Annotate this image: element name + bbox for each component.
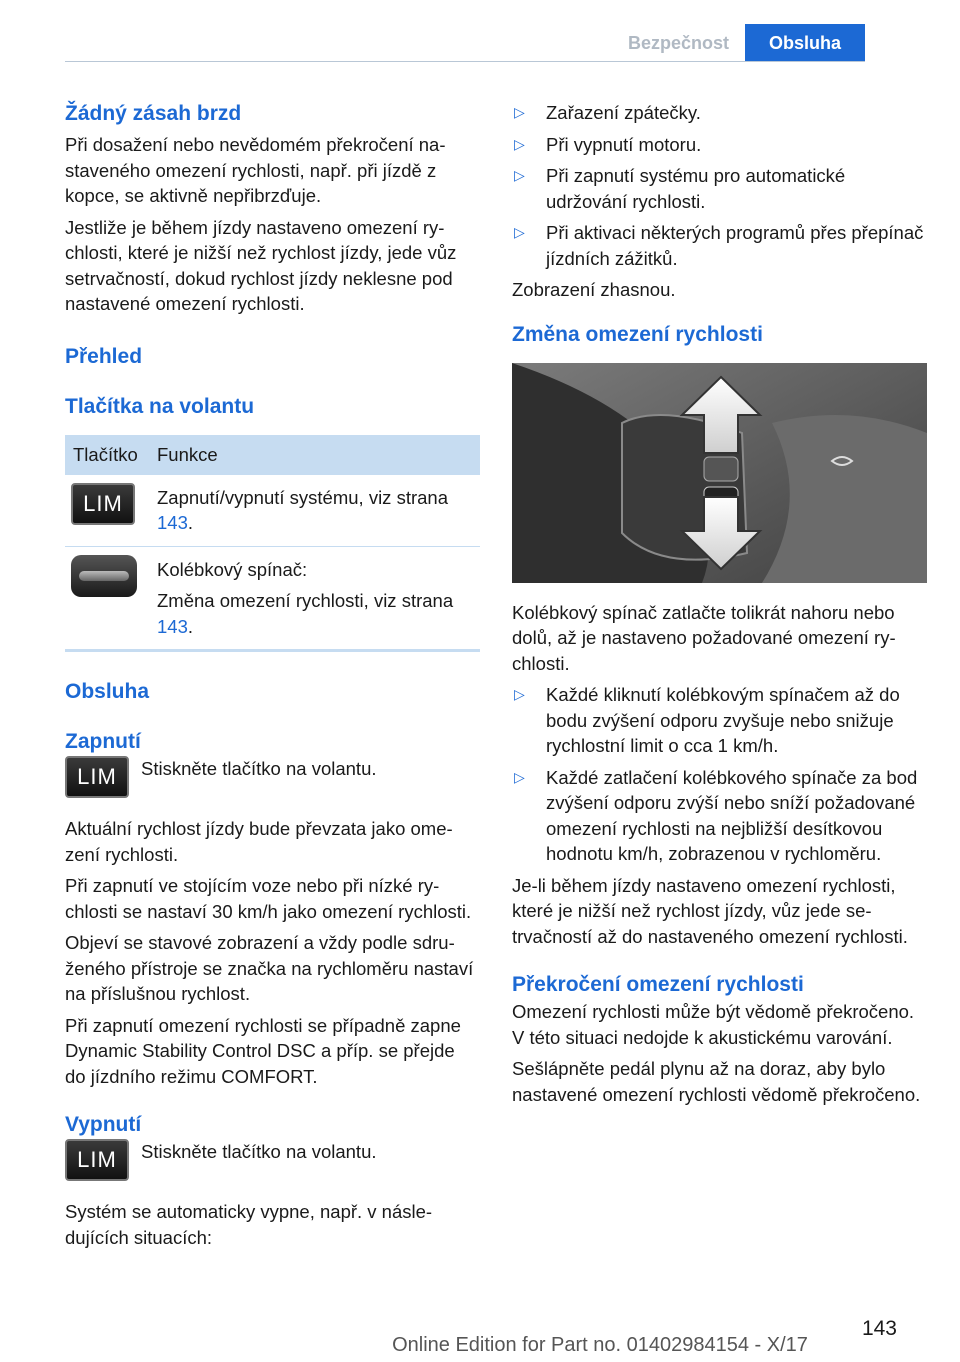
heading-operation: Obsluha <box>65 680 150 703</box>
list-item-text: Při zapnutí systému pro automatické udržování rychlosti. <box>546 165 846 212</box>
paragraph: Aktuální rychlost jízdy bude převzata jako omezení rychlosti. <box>65 818 453 865</box>
list-item <box>512 132 927 158</box>
paragraph: Je-li během jízdy nastaveno omezení rychlosti, které je nižší než rychlost jízdy, vůz jede setrvačností až do nastaveného omezení rychlosti. <box>512 874 908 947</box>
tab-bezpecnost[interactable]: Bezpečnost <box>612 24 745 62</box>
page-number: 143 <box>861 1317 897 1340</box>
footer <box>0 1334 960 1357</box>
header-tabs <box>612 24 865 62</box>
switch-off-instruction <box>65 1139 480 1181</box>
triangle-bullet-icon: ▷ <box>514 167 525 183</box>
heading-exceed-limit: Překročení omezení rychlosti <box>512 973 804 996</box>
page-link[interactable]: 143 <box>157 615 188 637</box>
table-row <box>65 546 480 651</box>
table-cell <box>149 546 480 651</box>
paragraph: Objeví se stavové zobrazení a vždy podle sdruženého přístroje se značka na rychloměru nastaví na příslušnou rychlost. <box>65 932 474 1004</box>
list-item <box>512 100 927 126</box>
switch-on-instruction <box>65 756 480 798</box>
instruction-text: Stiskněte tlačítko na volantu. <box>141 758 377 779</box>
table-header-function: Funkce <box>149 435 480 475</box>
paragraph: Omezení rychlosti může být vědomě překročeno. V této situaci nedojde k akustickému varování. <box>512 1001 915 1048</box>
list-item-text: Při vypnutí motoru. <box>546 133 702 155</box>
rocker-switch-icon <box>71 555 137 597</box>
row-text: Zapnutí/vypnutí systému, viz strana <box>157 486 448 508</box>
instruction-text: Stiskněte tlačítko na volantu. <box>141 1141 377 1162</box>
page-link[interactable]: 143 <box>157 512 188 533</box>
paragraph: Při dosažení nebo nevědomém překročení nastaveného omezení rychlosti, např. při jízdě z kopce, se aktivně nepřibrzďuje. <box>65 134 446 206</box>
paragraph: Sešlápněte pedál plynu až na doraz, aby bylo nastavené omezení rychlosti vědomě překročeno. <box>512 1058 921 1105</box>
table-cell <box>65 475 149 547</box>
table-row <box>65 475 480 547</box>
table-cell <box>65 546 149 651</box>
paragraph: Systém se automaticky vypne, např. v následujících situacích: <box>65 1201 433 1248</box>
table-cell <box>149 475 480 547</box>
steering-wheel-rocker-photo <box>512 363 927 583</box>
header-divider <box>65 61 865 62</box>
paragraph: Při zapnutí omezení rychlosti se případně zapne Dynamic Stability Control DSC a příp. se přejde do jízdního režimu COMFORT. <box>65 1014 461 1087</box>
triangle-bullet-icon: ▷ <box>514 768 525 785</box>
rocker-behaviour-list <box>512 682 927 867</box>
auto-off-list <box>512 100 927 271</box>
lim-button-icon: LIM <box>65 756 129 798</box>
right-column <box>512 100 927 1113</box>
row-end: . <box>187 512 194 533</box>
list-item-text: Každé zatlačení kolébkového spínače za bod zvýšení odporu zvýší nebo sníží požadované omezení rychlosti na nejbližší desítkovou hodnotu km/h, zobrazenou v rychloměru. <box>546 766 918 864</box>
list-item <box>512 682 927 759</box>
lim-button-icon: LIM <box>71 483 135 525</box>
heading-change-limit: Změna omezení rychlosti <box>512 322 763 346</box>
triangle-bullet-icon: ▷ <box>514 135 525 152</box>
paragraph: Zobrazení zhasnou. <box>512 279 676 300</box>
paragraph: Jestliže je během jízdy nastaveno omezení rychlosti, které je nižší než rychlost jízdy, jede vůz setrvačností, dokud rychlost jízdy neklesne pod nastavené omezení rychlosti. <box>65 216 457 314</box>
heading-steering-buttons: Tlačítka na volantu <box>65 394 255 418</box>
heading-switch-off: Vypnutí <box>65 1113 142 1136</box>
heading-no-brake: Žádný zásah brzd <box>65 102 242 125</box>
triangle-bullet-icon: ▷ <box>514 104 525 120</box>
heading-switch-on: Zapnutí <box>65 730 141 753</box>
row-title: Kolébkový spínač: <box>157 558 308 580</box>
list-item-text: Každé kliknutí kolébkovým spínačem až do bodu zvýšení odporu zvyšuje nebo snižuje rychlostní limit o cca 1 km/h. <box>546 684 900 756</box>
heading-overview: Přehled <box>65 344 143 368</box>
tab-obsluha[interactable]: Obsluha <box>745 24 865 62</box>
list-item-text: Při aktivaci některých programů přes přepínač jízdních zážitků. <box>546 222 924 269</box>
list-item-text: Zařazení zpátečky. <box>546 102 701 123</box>
list-item <box>512 765 927 867</box>
row-end: . <box>187 615 194 637</box>
paragraph: Kolébkový spínač zatlačte tolikrát nahoru nebo dolů, až je nastaveno požadované omezení rychlosti. <box>512 601 896 674</box>
list-item <box>512 220 927 271</box>
footer-text: Online Edition for Part no. 01402984154 - X/17 <box>392 1334 808 1356</box>
triangle-bullet-icon: ▷ <box>514 686 525 702</box>
buttons-table <box>65 435 480 653</box>
triangle-bullet-icon: ▷ <box>514 224 525 240</box>
paragraph: Při zapnutí ve stojícím voze nebo při nízké rychlosti se nastaví 30 km/h jako omezení rychlosti. <box>65 875 472 922</box>
table-header-button: Tlačítko <box>65 435 149 475</box>
left-column <box>65 100 480 1256</box>
lim-button-icon: LIM <box>65 1139 129 1181</box>
row-text: Změna omezení rychlosti, viz strana <box>157 590 454 611</box>
list-item <box>512 163 927 214</box>
